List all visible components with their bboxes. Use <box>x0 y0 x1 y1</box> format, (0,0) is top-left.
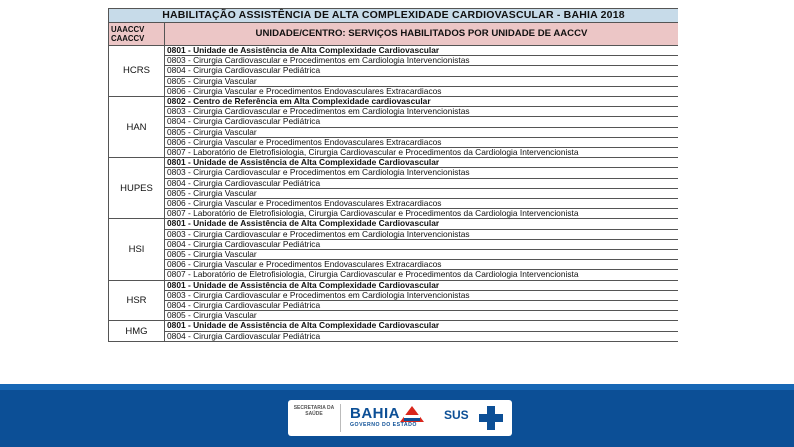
table-row <box>109 239 679 249</box>
service-cell: 0801 - Unidade de Assistência de Alta Complexidade Cardiovascular <box>165 321 679 331</box>
table-row <box>109 46 679 56</box>
service-cell: 0805 - Cirurgia Vascular <box>165 76 679 86</box>
service-cell: 0806 - Cirurgia Vascular e Procedimentos Endovasculares Extracardiacos <box>165 86 679 96</box>
table-title-row <box>109 9 679 23</box>
unit-name: HAN <box>109 97 165 158</box>
bahia-flag-icon <box>400 406 424 422</box>
table-row <box>109 117 679 127</box>
service-cell: 0807 - Laboratório de Eletrofisiologia, Cirurgia Cardiovascular e Procedimentos da Cardiologia Intervencionista <box>165 209 679 219</box>
table-row <box>109 137 679 147</box>
service-cell: 0804 - Cirurgia Cardiovascular Pediátrica <box>165 117 679 127</box>
logo-separator <box>340 404 341 432</box>
service-cell: 0805 - Cirurgia Vascular <box>165 127 679 137</box>
service-cell: 0807 - Laboratório de Eletrofisiologia, Cirurgia Cardiovascular e Procedimentos da Cardiologia Intervencionista <box>165 270 679 280</box>
table-row <box>109 86 679 96</box>
table-row <box>109 321 679 331</box>
header-services-column: UNIDADE/CENTRO: SERVIÇOS HABILITADOS POR UNIDADE DE AACCV <box>165 23 679 46</box>
footer-stripe <box>0 384 794 390</box>
sus-cross-icon <box>476 404 506 432</box>
header-caaccv: CAACCV <box>111 34 145 43</box>
secretaria-saude-logo: SECRETARIA DA SAÚDE <box>293 405 335 417</box>
service-cell: 0804 - Cirurgia Cardiovascular Pediátrica <box>165 66 679 76</box>
table-row <box>109 107 679 117</box>
service-cell: 0803 - Cirurgia Cardiovascular e Procedimentos em Cardiologia Intervencionistas <box>165 290 679 300</box>
service-cell: 0802 - Centro de Referência em Alta Complexidade cardiovascular <box>165 97 679 107</box>
table-row <box>109 158 679 168</box>
service-cell: 0801 - Unidade de Assistência de Alta Complexidade Cardiovascular <box>165 158 679 168</box>
governo-do-estado-text: GOVERNO DO ESTADO <box>350 422 417 428</box>
service-cell: 0804 - Cirurgia Cardiovascular Pediátrica <box>165 331 679 341</box>
table-row <box>109 76 679 86</box>
service-cell: 0805 - Cirurgia Vascular <box>165 311 679 321</box>
table-body <box>109 9 679 342</box>
service-cell: 0805 - Cirurgia Vascular <box>165 188 679 198</box>
service-cell: 0807 - Laboratório de Eletrofisiologia, Cirurgia Cardiovascular e Procedimentos da Cardiologia Intervencionista <box>165 148 679 158</box>
table-row <box>109 219 679 229</box>
table-row <box>109 229 679 239</box>
unit-name: HCRS <box>109 46 165 97</box>
service-cell: 0806 - Cirurgia Vascular e Procedimentos Endovasculares Extracardiacos <box>165 137 679 147</box>
service-cell: 0801 - Unidade de Assistência de Alta Complexidade Cardiovascular <box>165 280 679 290</box>
service-cell: 0803 - Cirurgia Cardiovascular e Procedimentos em Cardiologia Intervencionistas <box>165 229 679 239</box>
table-row <box>109 168 679 178</box>
table-header-row <box>109 23 679 46</box>
unit-name: HMG <box>109 321 165 341</box>
service-cell: 0804 - Cirurgia Cardiovascular Pediátrica <box>165 301 679 311</box>
service-cell: 0803 - Cirurgia Cardiovascular e Procedimentos em Cardiologia Intervencionistas <box>165 107 679 117</box>
service-cell: 0806 - Cirurgia Vascular e Procedimentos Endovasculares Extracardiacos <box>165 199 679 209</box>
table-row <box>109 209 679 219</box>
table-row <box>109 331 679 341</box>
service-cell: 0804 - Cirurgia Cardiovascular Pediátrica <box>165 178 679 188</box>
table-row <box>109 301 679 311</box>
table-row <box>109 280 679 290</box>
table-row <box>109 199 679 209</box>
table-row <box>109 66 679 76</box>
table-row <box>109 56 679 66</box>
table-row <box>109 260 679 270</box>
service-cell: 0801 - Unidade de Assistência de Alta Complexidade Cardiovascular <box>165 46 679 56</box>
habilitacao-table <box>108 8 678 342</box>
bahia-logo-text: BAHIA <box>350 405 400 422</box>
table-row <box>109 250 679 260</box>
service-cell: 0801 - Unidade de Assistência de Alta Complexidade Cardiovascular <box>165 219 679 229</box>
table-row <box>109 178 679 188</box>
service-cell: 0803 - Cirurgia Cardiovascular e Procedimentos em Cardiologia Intervencionistas <box>165 168 679 178</box>
sus-logo-text: SUS <box>444 408 469 422</box>
habilitacao-table-sheet <box>108 8 678 382</box>
table-row <box>109 97 679 107</box>
unit-name: HSI <box>109 219 165 280</box>
service-cell: 0805 - Cirurgia Vascular <box>165 250 679 260</box>
table-row <box>109 311 679 321</box>
table-title: HABILITAÇÃO ASSISTÊNCIA DE ALTA COMPLEXIDADE CARDIOVASCULAR - BAHIA 2018 <box>109 9 679 23</box>
table-row <box>109 188 679 198</box>
table-row <box>109 270 679 280</box>
service-cell: 0803 - Cirurgia Cardiovascular e Procedimentos em Cardiologia Intervencionistas <box>165 56 679 66</box>
unit-name: HUPES <box>109 158 165 219</box>
table-row <box>109 127 679 137</box>
unit-name: HSR <box>109 280 165 321</box>
service-cell: 0806 - Cirurgia Vascular e Procedimentos Endovasculares Extracardiacos <box>165 260 679 270</box>
table-row <box>109 290 679 300</box>
table-row <box>109 148 679 158</box>
header-uaaccv: UAACCV <box>111 25 145 34</box>
service-cell: 0804 - Cirurgia Cardiovascular Pediátrica <box>165 239 679 249</box>
header-unit-column <box>109 23 165 46</box>
